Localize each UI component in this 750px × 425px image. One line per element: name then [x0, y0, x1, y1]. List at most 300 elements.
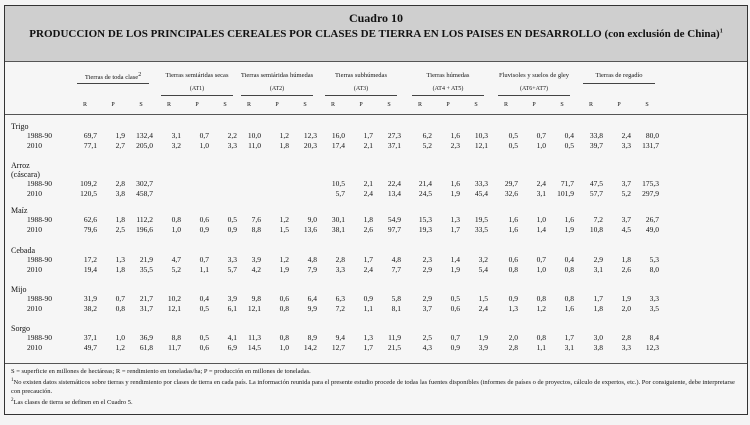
table-cell: 2,7	[115, 140, 125, 150]
row-label: 2010	[27, 140, 42, 150]
table-cell: 0,8	[279, 333, 289, 342]
table-cell: 11,0	[248, 140, 261, 150]
table-cell: 3,1	[536, 188, 546, 198]
table-cell: 132,4	[136, 131, 153, 140]
table-cell: 6,9	[227, 342, 237, 352]
subcolumn-header: R	[82, 102, 87, 108]
table-cell: 12,3	[303, 131, 317, 140]
table-cell: 0,8	[115, 303, 125, 313]
row-label: 1988-90	[27, 294, 52, 303]
table-cell: 1,7	[363, 255, 373, 264]
subcolumn-header: R	[417, 102, 422, 108]
table-cell: 31,9	[83, 294, 97, 303]
table-cell: 1,0	[279, 342, 289, 352]
table-cell: 1,9	[450, 264, 460, 274]
table-cell: 9,8	[251, 294, 261, 303]
table-cell: 8,0	[649, 264, 659, 274]
subcolumn-header: R	[503, 102, 508, 108]
subcolumn-header: S	[474, 102, 478, 108]
column-footnote-mark: 2	[138, 72, 142, 78]
table-cell: 1,9	[478, 333, 488, 342]
crop-name: Trigo	[11, 122, 29, 131]
footnote	[11, 376, 741, 396]
column-header	[489, 72, 579, 79]
column-code: (AT2)	[269, 86, 285, 92]
column-header-label: Tierras de toda clase	[84, 74, 139, 82]
table-cell: 1,6	[508, 215, 518, 224]
table-cell: 7,2	[335, 303, 345, 313]
column-header	[403, 72, 493, 79]
table-cell: 1,8	[279, 140, 289, 150]
table-cell: 6,4	[307, 294, 317, 303]
footnote-text: S = superficie en millones de hectáreas; R = rendimiento en toneladas/ha; P = producción en millones de toneladas.	[11, 368, 311, 375]
table-cell: 4,3	[422, 342, 432, 352]
subcolumn-header: R	[330, 102, 335, 108]
table-cell: 16,0	[331, 131, 345, 140]
table-cell: 0,7	[115, 294, 125, 303]
table-cell: 10,8	[589, 224, 603, 234]
table-cell: 3,7	[621, 179, 631, 188]
table-cell: 2,6	[363, 224, 373, 234]
table-cell: 35,5	[139, 264, 153, 274]
table-cell: 21,5	[387, 342, 401, 352]
table-cell: 29,7	[504, 179, 518, 188]
subcolumn-header: P	[446, 102, 450, 108]
table-cell: 1,8	[363, 215, 373, 224]
table-cell: 2,5	[422, 333, 432, 342]
table-cell: 4,8	[307, 255, 317, 264]
table-cell: 1,0	[199, 140, 209, 150]
table-cell: 0,7	[536, 131, 546, 140]
table-cell: 205,0	[136, 140, 153, 150]
table-cell: 120,5	[80, 188, 97, 198]
table-cell: 5,4	[478, 264, 488, 274]
title-main: PRODUCCION DE LOS PRINCIPALES CEREALES POR CLASES DE TIERRA EN LOS PAISES EN DESARROLLO	[29, 28, 602, 40]
table-cell: 2,9	[593, 255, 603, 264]
table-cell: 2,4	[478, 303, 488, 313]
table-cell: 1,5	[478, 294, 488, 303]
subcolumn-header: P	[275, 102, 279, 108]
table-cell: 77,1	[83, 140, 97, 150]
table-cell: 21,7	[139, 294, 153, 303]
table-cell: 0,5	[508, 131, 518, 140]
table-cell: 0,6	[279, 294, 289, 303]
table-cell: 4,5	[621, 224, 631, 234]
table-cell: 9,0	[307, 215, 317, 224]
column-header	[152, 72, 242, 79]
table-cell: 7,6	[251, 215, 261, 224]
table-cell: 175,3	[642, 179, 659, 188]
table-cell: 12,7	[331, 342, 345, 352]
row-label: 1988-90	[27, 131, 52, 140]
table-cell: 10,0	[247, 131, 261, 140]
table-cell: 0,6	[450, 303, 460, 313]
column-header	[68, 72, 158, 81]
table-cell: 3,2	[171, 140, 181, 150]
table-cell: 3,7	[422, 303, 432, 313]
table-cell: 1,9	[564, 224, 574, 234]
table-cell: 0,9	[450, 342, 460, 352]
table-cell: 5,8	[391, 294, 401, 303]
table-cell: 1,7	[363, 342, 373, 352]
table-cell: 2,2	[227, 131, 237, 140]
footnote-text: No existen datos sistemáticos sobre tierras y rendimiento por clases de tierra en cada país. La información reunida para el presente estudio procede de todas las fuentes disponibles (informes de países o de proyectos, cálculo de expertos, etc.). Por consiguiente, debe interpretarse con precaución.	[11, 379, 735, 396]
table-cell: 19,4	[83, 264, 97, 274]
table-cell: 33,8	[589, 131, 603, 140]
table-cell: 131,7	[642, 140, 659, 150]
table-cell: 97,7	[387, 224, 401, 234]
table-cell: 0,5	[199, 333, 209, 342]
table-cell: 1,3	[508, 303, 518, 313]
table-cell: 12,1	[167, 303, 181, 313]
column-code: (AT4 + AT5)	[432, 86, 464, 92]
column-group-rule	[241, 95, 313, 96]
table-cell: 19,5	[474, 215, 488, 224]
table-cell: 12,1	[247, 303, 261, 313]
table-cell: 3,3	[649, 294, 659, 303]
table-cell: 32,6	[504, 188, 518, 198]
row-label: 1988-90	[27, 215, 52, 224]
title-footnote-mark: 1	[719, 28, 723, 35]
table-cell: 0,8	[536, 294, 546, 303]
table-cell: 2,8	[335, 255, 345, 264]
table-cell: 1,1	[363, 303, 373, 313]
table-cell: 39,7	[589, 140, 603, 150]
title-rest: (con exclusión de China)	[601, 28, 720, 40]
table-cell: 1,6	[508, 224, 518, 234]
table-cell: 31,7	[139, 303, 153, 313]
table-cell: 1,2	[279, 215, 289, 224]
table-cell: 2,4	[363, 188, 373, 198]
table-cell: 1,8	[621, 255, 631, 264]
table-cell: 37,1	[387, 140, 401, 150]
table-cell: 0,7	[199, 131, 209, 140]
table-cell: 0,7	[536, 255, 546, 264]
table-cell: 1,6	[450, 131, 460, 140]
table-cell: 37,1	[83, 333, 97, 342]
table-cell: 1,9	[279, 264, 289, 274]
table-title	[5, 28, 747, 40]
table-cell: 8,9	[307, 333, 317, 342]
table-cell: 5,7	[335, 188, 345, 198]
table-cell: 3,1	[564, 342, 574, 352]
column-header	[574, 72, 664, 79]
subcolumn-header: P	[359, 102, 363, 108]
table-cell: 20,3	[303, 140, 317, 150]
table-cell: 3,9	[251, 255, 261, 264]
table-cell: 1,8	[593, 303, 603, 313]
row-label: 2010	[27, 188, 42, 198]
table-cell: 1,7	[450, 224, 460, 234]
table-cell: 0,6	[199, 215, 209, 224]
table-cell: 4,2	[251, 264, 261, 274]
table-cell: 54,9	[387, 215, 401, 224]
row-label: 2010	[27, 303, 42, 313]
footer-rule	[5, 363, 747, 364]
crop-name: Mijo	[11, 285, 27, 294]
table-cell: 6,1	[227, 303, 237, 313]
column-group-rule	[161, 95, 233, 96]
table-cell: 3,7	[621, 215, 631, 224]
subcolumn-header: S	[387, 102, 391, 108]
table-cell: 1,4	[536, 224, 546, 234]
subcolumn-header: P	[617, 102, 621, 108]
table-cell: 0,7	[199, 255, 209, 264]
table-cell: 4,8	[391, 255, 401, 264]
table-cell: 1,8	[115, 215, 125, 224]
table-cell: 49,7	[83, 342, 97, 352]
footnote	[11, 367, 741, 376]
table-cell: 36,9	[139, 333, 153, 342]
table-cell: 6,3	[335, 294, 345, 303]
table-cell: 2,8	[508, 342, 518, 352]
row-label: 2010	[27, 264, 42, 274]
table-cell: 1,9	[621, 294, 631, 303]
table-cell: 2,9	[422, 294, 432, 303]
table-cell: 2,0	[508, 333, 518, 342]
table-cell: 1,0	[171, 224, 181, 234]
table-cell: 1,5	[279, 224, 289, 234]
table-cell: 3,3	[621, 342, 631, 352]
table-cell: 8,4	[649, 333, 659, 342]
table-cell: 12,1	[474, 140, 488, 150]
table-cell: 33,5	[474, 224, 488, 234]
table-cell: 2,4	[363, 264, 373, 274]
column-code: (AT1)	[189, 86, 205, 92]
row-label: 2010	[27, 342, 42, 352]
table-cell: 1,2	[279, 131, 289, 140]
table-cell: 10,3	[474, 131, 488, 140]
table-cell: 1,3	[115, 255, 125, 264]
column-header-label: Tierras semiáridas húmedas	[240, 72, 314, 79]
table-cell: 49,0	[645, 224, 659, 234]
table-cell: 5,2	[422, 140, 432, 150]
column-group-rule	[77, 83, 149, 84]
table-cell: 17,2	[83, 255, 97, 264]
table-cell: 0,9	[508, 294, 518, 303]
table-cell: 3,3	[621, 140, 631, 150]
table-cell: 0,5	[450, 294, 460, 303]
table-cell: 21,4	[418, 179, 432, 188]
table-cell: 3,3	[227, 255, 237, 264]
column-header	[232, 72, 322, 79]
table-cell: 10,5	[331, 179, 345, 188]
title-band	[5, 6, 747, 62]
crop-name: Sorgo	[11, 324, 30, 333]
table-cell: 0,8	[564, 264, 574, 274]
table-cell: 2,0	[621, 303, 631, 313]
table-cell: 0,6	[199, 342, 209, 352]
table-cell: 1,7	[564, 333, 574, 342]
table-cell: 1,2	[536, 303, 546, 313]
table-cell: 1,7	[363, 131, 373, 140]
table-cell: 8,8	[251, 224, 261, 234]
table-cell: 6,2	[422, 131, 432, 140]
table-cell: 101,9	[557, 188, 574, 198]
table-cell: 302,7	[136, 179, 153, 188]
column-header-label: Tierras semiáridas secas	[165, 72, 229, 79]
subcolumn-header: R	[246, 102, 251, 108]
table-cell: 21,9	[139, 255, 153, 264]
table-cell: 0,9	[363, 294, 373, 303]
table-cell: 2,8	[115, 179, 125, 188]
table-cell: 0,8	[536, 333, 546, 342]
table-cell: 3,1	[171, 131, 181, 140]
subcolumn-header: R	[166, 102, 171, 108]
table-cell: 3,3	[227, 140, 237, 150]
table-cell: 0,5	[199, 303, 209, 313]
table-cell: 1,6	[564, 215, 574, 224]
table-cell: 1,0	[536, 215, 546, 224]
table-cell: 7,7	[391, 264, 401, 274]
table-cell: 1,8	[115, 264, 125, 274]
crop-name: Arroz	[11, 161, 30, 170]
table-cell: 3,3	[335, 264, 345, 274]
footnote-mark: 1	[11, 378, 14, 383]
table-cell: 0,4	[564, 255, 574, 264]
table-cell: 5,3	[649, 255, 659, 264]
table-cell: 80,0	[645, 131, 659, 140]
table-cell: 112,2	[136, 215, 153, 224]
table-cell: 3,8	[115, 188, 125, 198]
crop-name-detail: (cáscara)	[11, 170, 40, 179]
column-group-rule	[325, 95, 397, 96]
row-label: 2010	[27, 224, 42, 234]
table-cell: 5,2	[621, 188, 631, 198]
table-cell: 11,7	[168, 342, 181, 352]
table-cell: 1,4	[450, 255, 460, 264]
table-number: Cuadro 10	[348, 11, 404, 25]
table-cell: 1,6	[564, 303, 574, 313]
table-cell: 1,9	[450, 188, 460, 198]
table-cell: 8,8	[171, 333, 181, 342]
subcolumn-header: S	[303, 102, 307, 108]
table-cell: 22,4	[387, 179, 401, 188]
table-cell: 4,7	[171, 255, 181, 264]
table-cell: 9,9	[307, 303, 317, 313]
table-cell: 0,8	[171, 215, 181, 224]
table-cell: 3,1	[593, 264, 603, 274]
column-group-rule	[583, 83, 655, 84]
table-cell: 0,7	[450, 333, 460, 342]
table-cell: 19,3	[418, 224, 432, 234]
table-cell: 0,4	[199, 294, 209, 303]
subcolumn-header: S	[139, 102, 143, 108]
table-cell: 0,5	[508, 140, 518, 150]
crop-name: Cebada	[11, 246, 35, 255]
subcolumn-header: P	[111, 102, 115, 108]
subcolumn-header: P	[532, 102, 536, 108]
footnote-text: Las clases de tierra se definen en el Cuadro 5.	[13, 399, 133, 407]
table-cell: 0,5	[227, 215, 237, 224]
subcolumn-header: S	[560, 102, 564, 108]
column-group-rule	[498, 95, 570, 96]
column-code: (AT3)	[353, 86, 369, 92]
table-cell: 1,2	[115, 342, 125, 352]
table-cell: 79,6	[83, 224, 97, 234]
table-cell: 1,7	[593, 294, 603, 303]
table-cell: 14,2	[303, 342, 317, 352]
table-cell: 62,6	[83, 215, 97, 224]
table-cell: 2,5	[115, 224, 125, 234]
table-cell: 12,3	[645, 342, 659, 352]
table-cell: 297,9	[642, 188, 659, 198]
table-cell: 2,1	[363, 179, 373, 188]
table-cell: 1,0	[536, 264, 546, 274]
table-cell: 30,1	[331, 215, 345, 224]
footnote	[11, 396, 741, 407]
column-code: (AT6+AT7)	[519, 86, 549, 92]
table-cell: 2,9	[422, 264, 432, 274]
subcolumn-header: S	[223, 102, 227, 108]
table-cell: 1,3	[450, 215, 460, 224]
table-cell: 33,3	[474, 179, 488, 188]
table-cell: 1,1	[536, 342, 546, 352]
table-cell: 10,2	[167, 294, 181, 303]
table-cell: 0,9	[199, 224, 209, 234]
row-label: 1988-90	[27, 333, 52, 342]
table-cell: 2,6	[621, 264, 631, 274]
subcolumn-header: S	[645, 102, 649, 108]
column-header-label: Fluvisoles y suelos de gley	[498, 72, 570, 79]
table-cell: 2,4	[621, 131, 631, 140]
table-cell: 8,1	[391, 303, 401, 313]
table-cell: 7,9	[307, 264, 317, 274]
table-cell: 4,1	[227, 333, 237, 342]
table-cell: 0,5	[564, 140, 574, 150]
table-cell: 14,5	[247, 342, 261, 352]
table-cell: 0,8	[564, 294, 574, 303]
table-cell: 1,3	[363, 333, 373, 342]
table-cell: 24,5	[418, 188, 432, 198]
table-cell: 109,2	[80, 179, 97, 188]
table-cell: 38,1	[331, 224, 345, 234]
table-cell: 2,4	[536, 179, 546, 188]
table-cell: 57,7	[589, 188, 603, 198]
table-cell: 5,7	[227, 264, 237, 274]
crop-name: Maíz	[11, 206, 28, 215]
row-label: 1988-90	[27, 255, 52, 264]
table-cell: 45,4	[474, 188, 488, 198]
table-cell: 3,5	[649, 303, 659, 313]
table-cell: 2,3	[450, 140, 460, 150]
table-cell: 1,6	[450, 179, 460, 188]
table-cell: 1,0	[536, 140, 546, 150]
row-label: 1988-90	[27, 179, 52, 188]
table-cell: 0,8	[508, 264, 518, 274]
table-cell: 196,6	[136, 224, 153, 234]
table-cell: 69,7	[83, 131, 97, 140]
table-cell: 3,2	[478, 255, 488, 264]
table-cell: 13,4	[387, 188, 401, 198]
table-cell: 3,8	[593, 342, 603, 352]
table-cell: 1,9	[115, 131, 125, 140]
table-cell: 9,4	[335, 333, 345, 342]
table-cell: 61,8	[139, 342, 153, 352]
column-header-label: Tierras húmedas	[426, 72, 470, 79]
table-cell: 3,9	[227, 294, 237, 303]
table-cell: 71,7	[560, 179, 574, 188]
footnote-mark: 2	[11, 398, 14, 403]
table-cell: 2,8	[621, 333, 631, 342]
table-cell: 7,2	[593, 215, 603, 224]
table-cell: 1,1	[199, 264, 209, 274]
column-group-rule	[412, 95, 484, 96]
column-header-label: Tierras de regadío	[595, 72, 643, 79]
subcolumn-header: R	[588, 102, 593, 108]
subcolumn-header: P	[195, 102, 199, 108]
table-cell: 458,7	[136, 188, 153, 198]
